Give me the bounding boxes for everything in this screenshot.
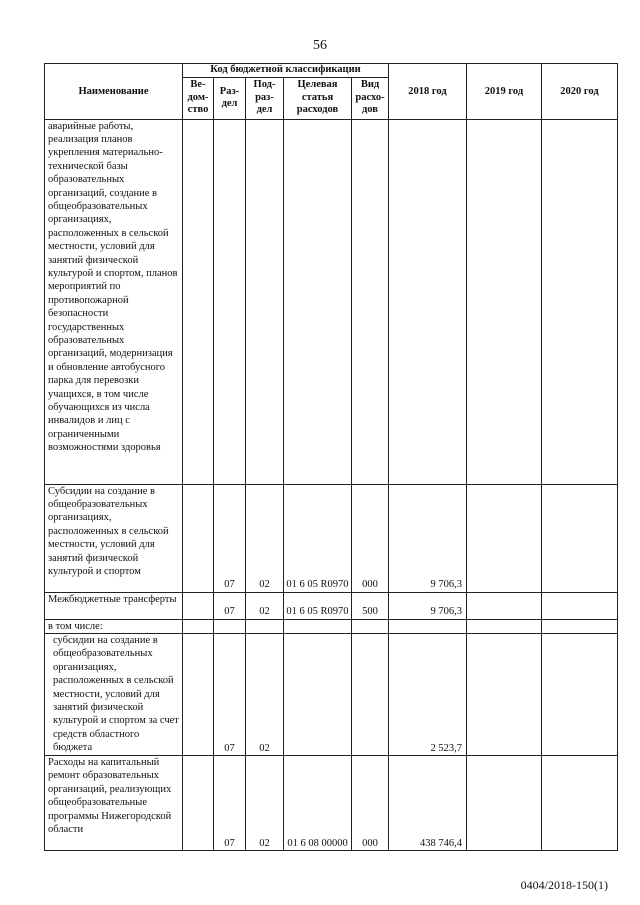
row-name: аварийные работы, реализация планов укрепления материально-технической базы образовательных организаций, создание в общеобразовательных организациях, расположенных в сельской местности, условий для занятий физической культурой и спортом, планов мероприятий по противопожарной безопасности государственных образовательных организаций, модернизация и обновление автобусного парка для перевозки учащихся, в том числе обучающихся из числа инвалидов и лиц с ограниченными возможностями здоровья bbox=[45, 119, 183, 484]
row-podrazdel: 02 bbox=[246, 755, 284, 850]
col-name-header: Наименование bbox=[45, 64, 183, 120]
table-row bbox=[45, 484, 618, 592]
row-razdel: 07 bbox=[214, 592, 246, 619]
row-2018-value: 2 523,7 bbox=[389, 633, 467, 755]
table-row bbox=[45, 592, 618, 619]
col-vid-header: Вид расхо- дов bbox=[352, 77, 389, 119]
col-2018-header: 2018 год bbox=[389, 64, 467, 120]
row-name: Межбюджетные трансферты bbox=[45, 592, 183, 619]
row-vid: 500 bbox=[352, 592, 389, 619]
row-podrazdel: 02 bbox=[246, 633, 284, 755]
row-vid: 000 bbox=[352, 484, 389, 592]
table-row bbox=[45, 755, 618, 850]
row-name: Субсидии на создание в общеобразовательных организациях, расположенных в сельской местности, условий для занятий физической культурой и спортом bbox=[45, 484, 183, 592]
row-vid: 000 bbox=[352, 755, 389, 850]
classification-group-header: Код бюджетной классификации bbox=[183, 64, 389, 78]
row-name: в том числе: bbox=[45, 619, 183, 633]
row-target: 01 6 08 00000 bbox=[284, 755, 352, 850]
col-2020-header: 2020 год bbox=[542, 64, 618, 120]
row-podrazdel: 02 bbox=[246, 484, 284, 592]
table-row bbox=[45, 619, 618, 633]
row-podrazdel: 02 bbox=[246, 592, 284, 619]
document-code: 0404/2018-150(1) bbox=[520, 878, 608, 892]
row-razdel: 07 bbox=[214, 633, 246, 755]
row-2018-value: 9 706,3 bbox=[389, 484, 467, 592]
col-podrazdel-header: Под- раз- дел bbox=[246, 77, 284, 119]
row-2018-value: 9 706,3 bbox=[389, 592, 467, 619]
row-target: 01 6 05 R0970 bbox=[284, 592, 352, 619]
row-2018-value: 438 746,4 bbox=[389, 755, 467, 850]
row-name: Расходы на капитальный ремонт образовательных организаций, реализующих общеобразовательные программы Нижегородской области bbox=[45, 755, 183, 850]
table-row bbox=[45, 633, 618, 755]
row-name: субсидии на создание в общеобразовательных организациях, расположенных в сельской местности, условий для занятий физической культурой и спортом за счет средств областного бюджета bbox=[45, 633, 183, 755]
row-razdel: 07 bbox=[214, 755, 246, 850]
page-number: 56 bbox=[313, 38, 327, 53]
row-target: 01 6 05 R0970 bbox=[284, 484, 352, 592]
table-row bbox=[45, 119, 618, 484]
col-target-header: Целевая статья расходов bbox=[284, 77, 352, 119]
col-vedomstvo-header: Ве- дом- ство bbox=[183, 77, 214, 119]
col-razdel-header: Раз- дел bbox=[214, 77, 246, 119]
budget-table bbox=[44, 63, 618, 851]
col-2019-header: 2019 год bbox=[467, 64, 542, 120]
row-razdel: 07 bbox=[214, 484, 246, 592]
